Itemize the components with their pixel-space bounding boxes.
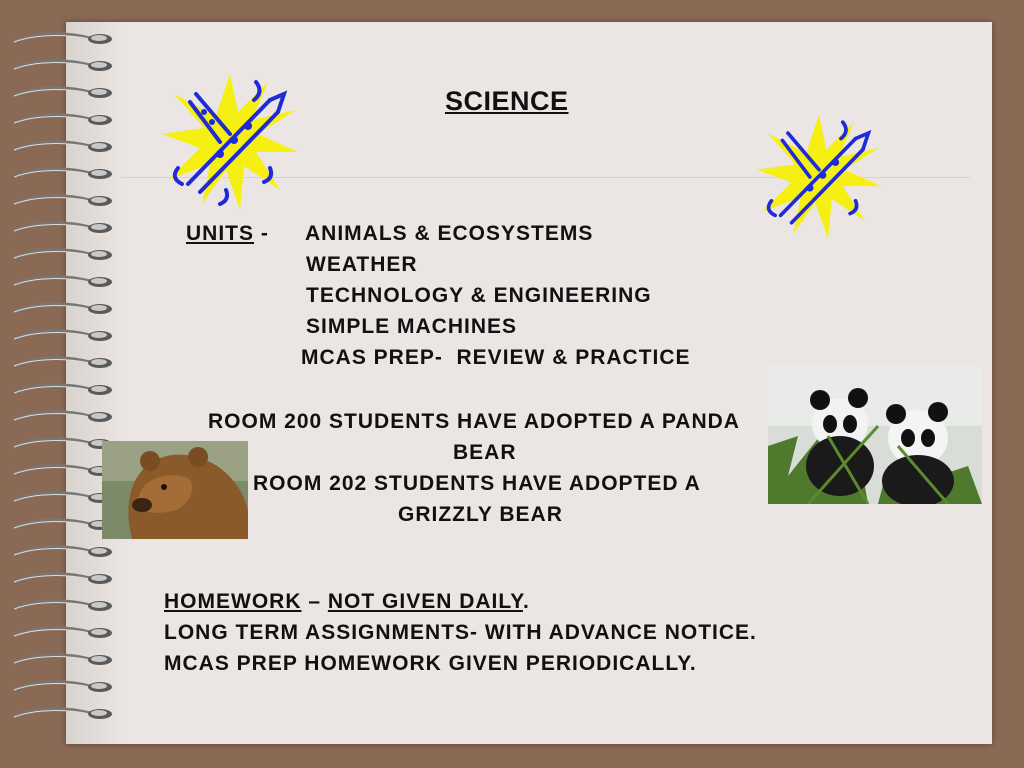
units-heading — [186, 222, 269, 246]
spiral-binding — [6, 30, 116, 740]
unit-item: MCAS PREP- REVIEW & PRACTICE — [301, 346, 691, 369]
adoption-room202-line1: ROOM 202 STUDENTS HAVE ADOPTED A — [253, 472, 701, 495]
spiral-ring — [6, 354, 116, 370]
spiral-ring — [6, 165, 116, 181]
spiral-ring — [6, 597, 116, 613]
unit-item: TECHNOLOGY & ENGINEERING — [306, 284, 652, 307]
adoption-room200-line2: BEAR — [453, 441, 517, 464]
homework-dash: – — [301, 590, 328, 613]
spiral-ring — [6, 138, 116, 154]
homework-line1 — [164, 590, 530, 614]
grizzly-bear-photo — [102, 441, 248, 539]
adoption-room200-line1: ROOM 200 STUDENTS HAVE ADOPTED A PANDA — [208, 410, 740, 433]
rocket-burst-icon — [755, 113, 883, 241]
page-title: SCIENCE — [445, 86, 569, 116]
units-dash: - — [254, 222, 269, 245]
units-label: UNITS — [186, 222, 254, 245]
spiral-ring — [6, 678, 116, 694]
panda-photo — [768, 366, 982, 504]
spiral-ring — [6, 516, 116, 532]
homework-period: . — [522, 590, 530, 613]
homework-status: NOT GIVEN DAILY — [327, 590, 523, 613]
homework-label: HOMEWORK — [164, 590, 302, 613]
spiral-ring — [6, 543, 116, 559]
spiral-ring — [6, 408, 116, 424]
spiral-ring — [6, 651, 116, 667]
spiral-ring — [6, 489, 116, 505]
rocket-burst-icon — [160, 72, 300, 212]
spiral-ring — [6, 30, 116, 46]
spiral-ring — [6, 435, 116, 451]
spiral-ring — [6, 273, 116, 289]
spiral-ring — [6, 705, 116, 721]
unit-item: ANIMALS & ECOSYSTEMS — [305, 222, 594, 245]
adoption-room202-line2: GRIZZLY BEAR — [398, 503, 563, 526]
spiral-ring — [6, 246, 116, 262]
homework-line2: LONG TERM ASSIGNMENTS- WITH ADVANCE NOTICE. — [164, 621, 757, 644]
unit-item: WEATHER — [306, 253, 418, 276]
spiral-ring — [6, 624, 116, 640]
spiral-ring — [6, 57, 116, 73]
spiral-ring — [6, 111, 116, 127]
spiral-ring — [6, 381, 116, 397]
homework-line3: MCAS PREP HOMEWORK GIVEN PERIODICALLY. — [164, 652, 697, 675]
spiral-ring — [6, 84, 116, 100]
spiral-ring — [6, 300, 116, 316]
unit-item: SIMPLE MACHINES — [306, 315, 518, 338]
spiral-ring — [6, 570, 116, 586]
spiral-ring — [6, 192, 116, 208]
spiral-ring — [6, 462, 116, 478]
spiral-ring — [6, 327, 116, 343]
spiral-ring — [6, 219, 116, 235]
